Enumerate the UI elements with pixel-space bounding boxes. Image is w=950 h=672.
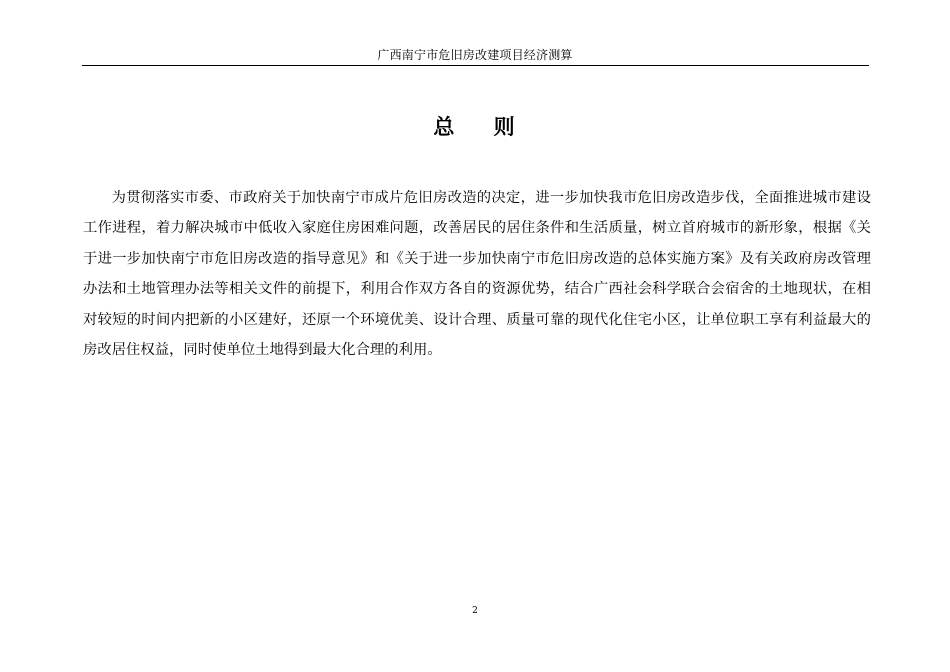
header-divider	[82, 65, 869, 66]
body-paragraph: 为贯彻落实市委、市政府关于加快南宁市成片危旧房改造的决定，进一步加快我市危旧房改造步伐，全面推进城市建设工作进程，着力解决城市中低收入家庭住房困难问题，改善居民的居住条件和生活质量，树立首府城市的新形象，根据《关于进一步加快南宁市危旧房改造的指导意见》和《关于进一步加快南宁市危旧房改造的总体实施方案》及有关政府房改管理办法和土地管理办法等相关文件的前提下，利用合作双方各自的资源优势，结合广西社会科学联合会宿舍的土地现状，在相对较短的时间内把新的小区建好，还原一个环境优美、设计合理、质量可靠的现代化住宅小区，让单位职工享有利益最大的房改居住权益，同时使单位土地得到最大化合理的利用。	[83, 190, 871, 359]
page-heading: 总 则	[433, 115, 517, 139]
running-header: 广西南宁市危旧房改建项目经济测算	[377, 48, 573, 62]
page-number: 2	[472, 606, 478, 616]
